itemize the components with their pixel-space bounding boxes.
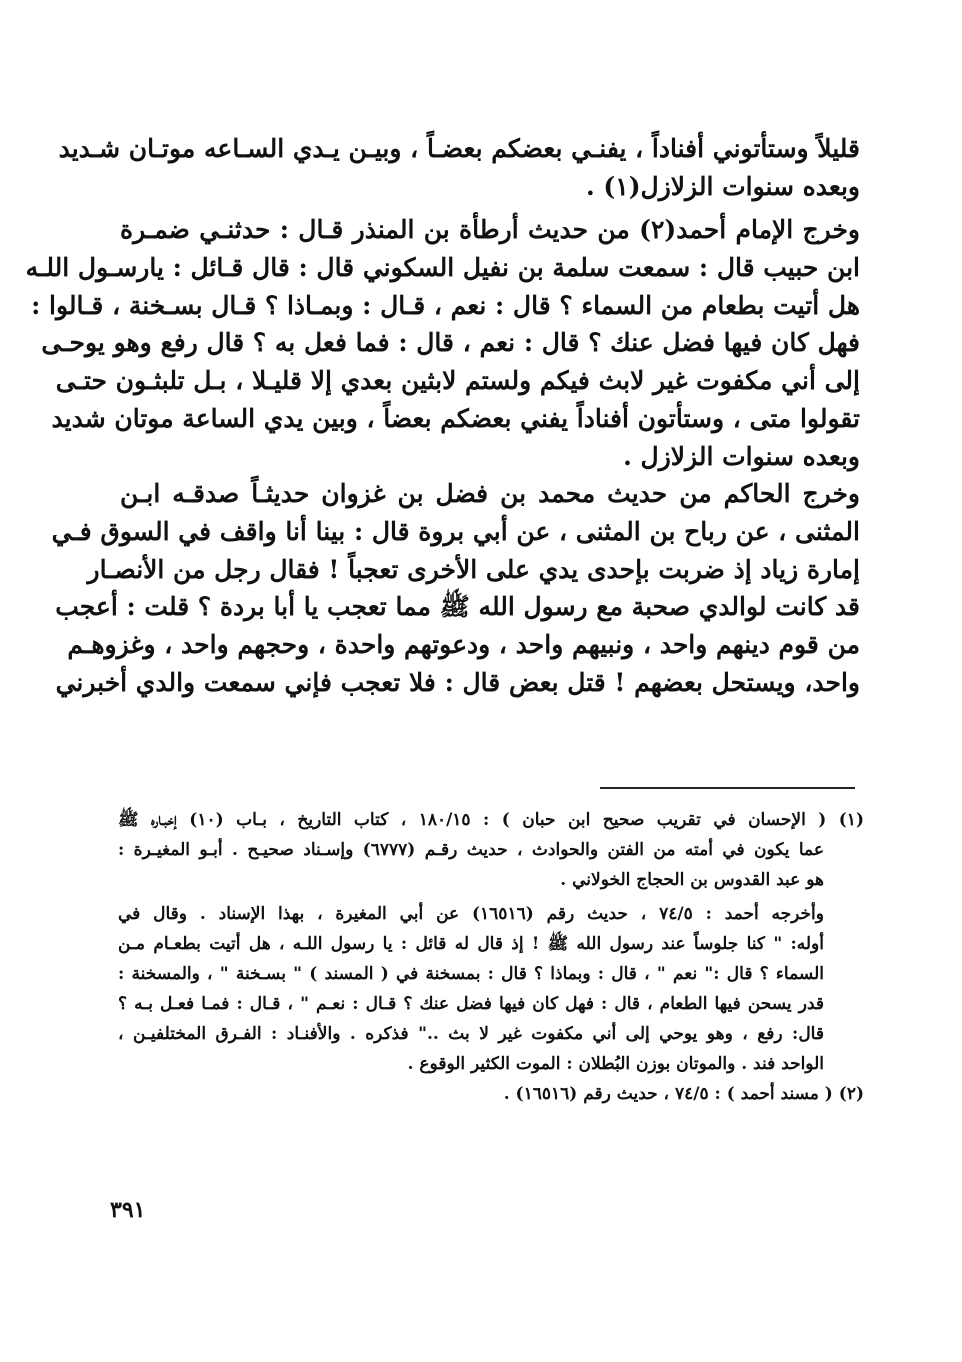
footnote-line: وأخرجه أحمد : ٧٤/٥ ، حديث رقم (١٦٥١٦) عن أبي المغيرة ، بهذا الإسناد . وقال في xyxy=(118,904,824,924)
text-line: هل أتيت بطعام من السماء ؟ قال : نعم ، قـال : وبمـاذا ؟ قـال بسـخنة ، قـالوا : xyxy=(31,290,860,320)
text-line: من قوم دينهم واحد ، ونبيهم واحد ، ودعوتهم واحدة ، وحجهم واحد ، وغزوهـم xyxy=(67,629,860,659)
text-line: قد كانت لوالدي صحبة مع رسول الله ﷺ مما تعجب يا أبا بردة ؟ قلت : أعجب xyxy=(55,592,860,622)
footnote-line: هو عبد القدوس بن الحجاج الخولاني . xyxy=(560,870,824,890)
footnote-line: (١) ( الإحسان في تقريب صحيح ابن حبان ) : ١٨٠/١٥ ، كتاب التاريخ ، بـاب (١٠) إخبـاره ﷺ xyxy=(118,810,864,830)
text-line: المثنى ، عن رباح بن المثنى ، عن أبي بروة قال : بينا أنا واقف في السوق فـي xyxy=(51,516,860,546)
footnote-line: (٢) ( مسند أحمد ) : ٧٤/٥ ، حديث رقم (١٦٥١٦) . xyxy=(503,1084,864,1104)
text-line: إمارة زياد إذ ضربت بإحدى يدي على الأخرى تعجباً ! فقال رجل من الأنصـار xyxy=(87,554,860,584)
footnote-line: أوله: " كنا جلوساً عند رسول الله ﷺ ! إذ قال له قائل : يا رسول اللـه ، هل أتيت بطعـام مـن xyxy=(118,934,824,954)
page-number: ٣٩١ xyxy=(110,1197,146,1223)
footnote-line: الواحد فند . والموتان بوزن البُطلان : الموت الكثير الوقوع . xyxy=(407,1054,824,1074)
footnote-line: قدر يسحن فيها الطعام ، قال : فهل كان فيها فضل عنك ؟ قـال : نعـم " ، قـال : فمـا فعـل بـه ؟ xyxy=(118,994,824,1014)
text-line: وخرج الحاكم من حديث محمد بن فضل بن غزوان حديثـاً صدقـه ابـن xyxy=(120,479,860,509)
text-line: إلى أني مكفوت غير لابث فيكم ولستم لابثين بعدي إلا قليـلا ، بـل تلبثـون حتـى xyxy=(55,366,860,396)
footnotes xyxy=(118,805,864,1109)
text-line: فهل كان فيها فضل عنك ؟ قال : نعم ، قال : فما فعل به ؟ قال رفع وهو يوحـى xyxy=(41,328,860,358)
text-line: وخرج الإمام أحمد(٢) من حديث أرطأة بن المنذر قـال : حدثنـي ضمـرة xyxy=(120,215,860,245)
footnote-line: قال: رفع ، وهو يوحي إلى أني مكفوت غير لا بث .." فذكره . والأفنـاد : الفـرق المختلفيـن ، xyxy=(118,1024,824,1044)
footnote-line: عما يكون في أمته من الفتن والحوادث ، حديث رقـم (٦٧٧٧) وإسـناد صحيـح . أبـو المغيـرة : xyxy=(118,840,824,860)
text-line: واحد، ويستحل بعضهم ! قتل بعض قال : فلا تعجب فإني سمعت والدي أخبرني xyxy=(55,667,860,697)
text-line: ابن حبيب قال : سمعت سلمة بن نفيل السكوني قال : قال قـائل : يارسـول اللـه xyxy=(25,253,860,283)
main-text xyxy=(25,130,860,701)
text-line: تقولوا متى ، وستأتون أفناداً يفني بعضكم بعضاً ، وبين يدي الساعة موتان شديد xyxy=(51,403,860,433)
text-line: قليلاً وستأتوني أفناداً ، يفنـي بعضكم بعضـاً ، وبيـن يـدي السـاعه موتـان شـديد xyxy=(58,134,860,163)
footnote-line: السماء ؟ قال :" نعم " ، قال : وبماذا ؟ قال : بمسخنة في ( المسند ) " بسـخنة " ، والمسخنة : xyxy=(118,964,824,984)
text-line: وبعده سنوات الزلازل(١) . xyxy=(586,171,860,201)
footnote-separator xyxy=(600,787,855,789)
text-line: وبعده سنوات الزلازل . xyxy=(623,441,860,471)
